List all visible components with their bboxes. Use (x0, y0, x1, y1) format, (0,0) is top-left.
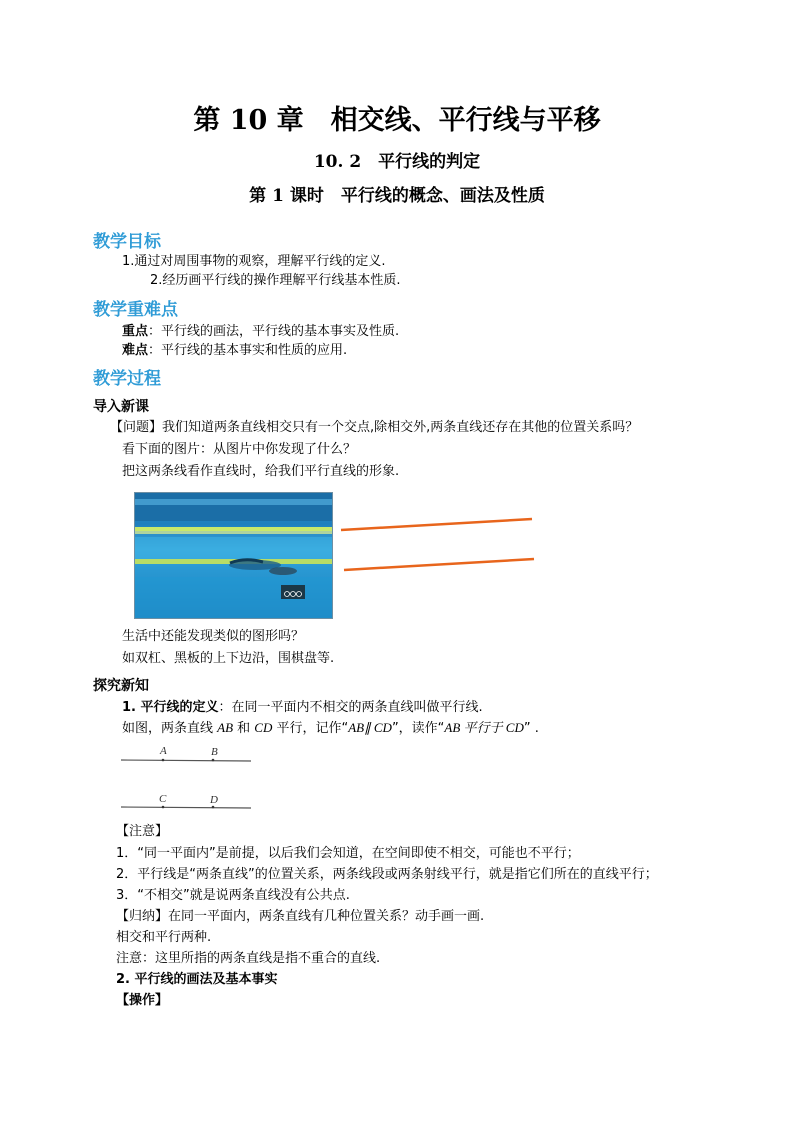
label-cd: CD (254, 720, 273, 735)
focus-line (122, 320, 399, 339)
summary-answer: 相交和平行两种. (116, 930, 212, 945)
point-d-dot (212, 806, 215, 809)
question-text: 我们知道两条直线相交只有一个交点,除相交外,两条直线还存在其他的位置关系吗？ (162, 420, 639, 435)
point-a-label: A (160, 745, 167, 757)
parallel-reading: AB 平行于 CD (444, 720, 524, 735)
key-points-heading: 教学重难点 (93, 300, 178, 320)
fig-text: 和 (233, 721, 255, 736)
explore-heading: 探究新知 (93, 678, 149, 694)
operation-tag: 【操作】 (116, 993, 169, 1008)
lesson-title: 第 1 课时 平行线的概念、画法及性质 (249, 186, 545, 206)
note-item: 3．“不相交”就是说两条直线没有公共点. (116, 888, 350, 903)
intro-look: 看下面的图片：从图片中你发现了什么？ (122, 442, 357, 457)
definition-line (122, 696, 483, 715)
fig-text: ” . (523, 721, 539, 736)
fig-text: 如图，两条直线 (122, 721, 218, 736)
difficulty-label: 难点 (122, 343, 149, 358)
chapter-title: 第 10 章 相交线、平行线与平移 (193, 105, 601, 136)
life-examples: 如双杠、黑板的上下边沿，围棋盘等. (122, 651, 335, 666)
note-item: 1．“同一平面内”是前提，以后我们会知道，在空间即使不相交，可能也不平行； (116, 846, 580, 861)
attention-note: 注意：这里所指的两条直线是指不重合的直线. (116, 951, 381, 966)
intro-image-note: 把这两条线看作直线时，给我们平行直线的形象. (122, 464, 400, 479)
label-ab: AB (217, 720, 234, 735)
line-cd (121, 807, 251, 808)
pool-illustration (135, 493, 332, 618)
definition-label: 1. 平行线的定义 (122, 700, 219, 715)
summary-line (116, 905, 484, 924)
intro-question (110, 416, 638, 435)
section-title: 10. 2 平行线的判定 (313, 152, 481, 172)
point-b-dot (212, 759, 215, 762)
orange-line-bottom (344, 559, 534, 570)
objective-item: 2.经历画平行线的操作理解平行线基本性质. (150, 273, 401, 288)
part-2-heading: 2. 平行线的画法及基本事实 (116, 972, 278, 987)
point-c-dot (162, 806, 165, 809)
point-c-label: C (159, 793, 167, 805)
question-tag: 【问题】 (110, 420, 163, 435)
point-a-dot (162, 759, 165, 762)
parallel-lines-drawing (336, 508, 546, 578)
summary-tag: 【归纳】 (116, 909, 169, 924)
fig-text: 平行，记作“ (272, 721, 349, 736)
summary-text: 在同一平面内，两条直线有几种位置关系？动手画一画. (168, 909, 485, 924)
objectives-heading: 教学目标 (93, 232, 161, 252)
note-item: 2．平行线是“两条直线”的位置关系，两条线段或两条射线平行，就是指它们所在的直线平行； (116, 867, 658, 882)
orange-line-top (341, 519, 532, 530)
swimming-pool-photo (134, 492, 333, 619)
parallel-lines-figure (118, 740, 258, 818)
parallel-notation: AB∥ CD (348, 720, 392, 735)
intro-heading: 导入新课 (93, 399, 149, 415)
point-d-label: D (210, 794, 218, 806)
objective-item: 1.通过对周围事物的观察，理解平行线的定义. (122, 254, 386, 269)
process-heading: 教学过程 (93, 369, 161, 389)
fig-text: ”，读作“ (391, 721, 445, 736)
ask-similar: 生活中还能发现类似的图形吗？ (122, 629, 305, 644)
difficulty-text: ：平行线的基本事实和性质的应用. (148, 343, 348, 358)
note-heading: 【注意】 (116, 824, 169, 839)
figure-description (122, 717, 539, 736)
focus-text: ：平行线的画法，平行线的基本事实及性质. (148, 324, 400, 339)
point-b-label: B (211, 746, 218, 758)
line-ab (121, 760, 251, 761)
focus-label: 重点 (122, 324, 149, 339)
definition-text: ：在同一平面内不相交的两条直线叫做平行线. (218, 700, 483, 715)
difficulty-line (122, 339, 347, 358)
